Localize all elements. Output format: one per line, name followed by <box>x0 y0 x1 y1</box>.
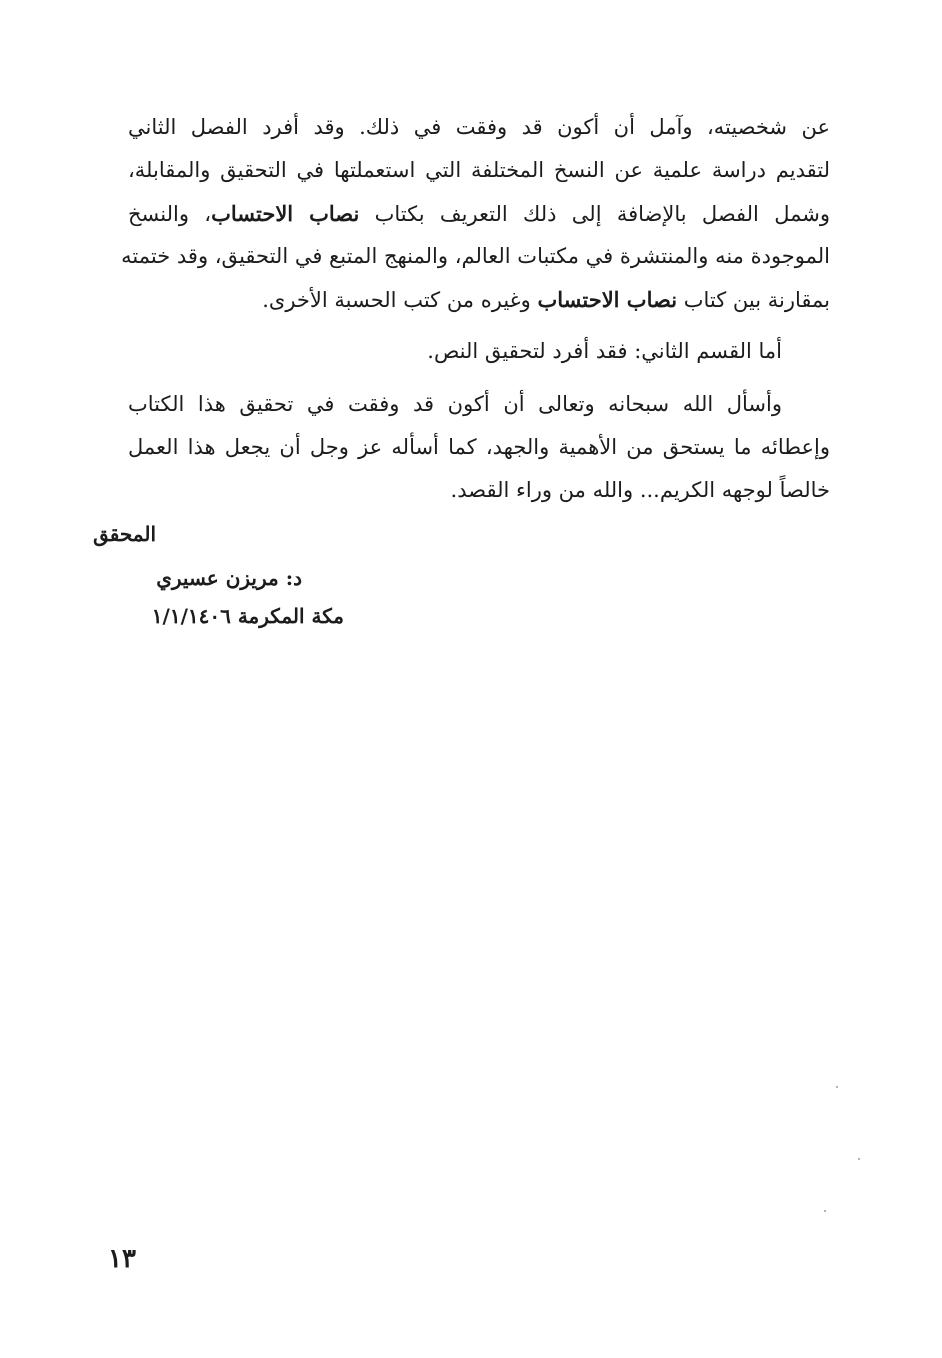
text-line: عن شخصيته، وآمل أن أكون قد وفقت في ذلك. وقد أفرد الفصل الثاني <box>128 115 830 139</box>
text-line: الموجودة منه والمنتشرة في مكتبات العالم، والمنهج المتبع في التحقيق، وقد ختمته <box>121 244 830 268</box>
text-line <box>128 192 830 235</box>
paragraph-second-section <box>128 330 830 373</box>
text-line: وأسأل الله سبحانه وتعالى أن أكون قد وفقت في تحقيق هذا الكتاب <box>128 392 782 416</box>
text-fragment: ، والنسخ <box>128 202 212 226</box>
text-fragment: وغيره من كتب الحسبة الأخرى. <box>262 288 538 312</box>
paragraph-intro <box>121 106 830 321</box>
book-title: نصاب الاحتساب <box>211 201 360 226</box>
text-line: خالصاً لوجهه الكريم... والله من وراء القصد. <box>450 478 830 502</box>
text-fragment: بمقارنة بين كتاب <box>677 288 830 312</box>
text-line <box>128 278 830 321</box>
scan-speck <box>824 1210 826 1212</box>
signature-title: المحقق <box>93 522 156 546</box>
signature-place-date: مكة المكرمة ١/١/١٤٠٦ <box>151 604 344 628</box>
scan-speck <box>858 1158 860 1160</box>
page-number: ١٣ <box>108 1244 136 1274</box>
text-fragment: وشمل الفصل بالإضافة إلى ذلك التعريف بكتاب <box>359 202 830 226</box>
signature-name: د: مريزن عسيري <box>156 566 302 590</box>
paragraph-closing <box>128 383 830 512</box>
text-line: لتقديم دراسة علمية عن النسخ المختلفة التي استعملتها في التحقيق والمقابلة، <box>128 158 830 182</box>
book-title: نصاب الاحتساب <box>537 287 678 312</box>
text-line: أما القسم الثاني: فقد أفرد لتحقيق النص. <box>427 339 782 363</box>
text-line: وإعطائه ما يستحق من الأهمية والجهد، كما أسأله عز وجل أن يجعل هذا العمل <box>128 435 830 459</box>
scan-speck <box>836 1086 838 1088</box>
